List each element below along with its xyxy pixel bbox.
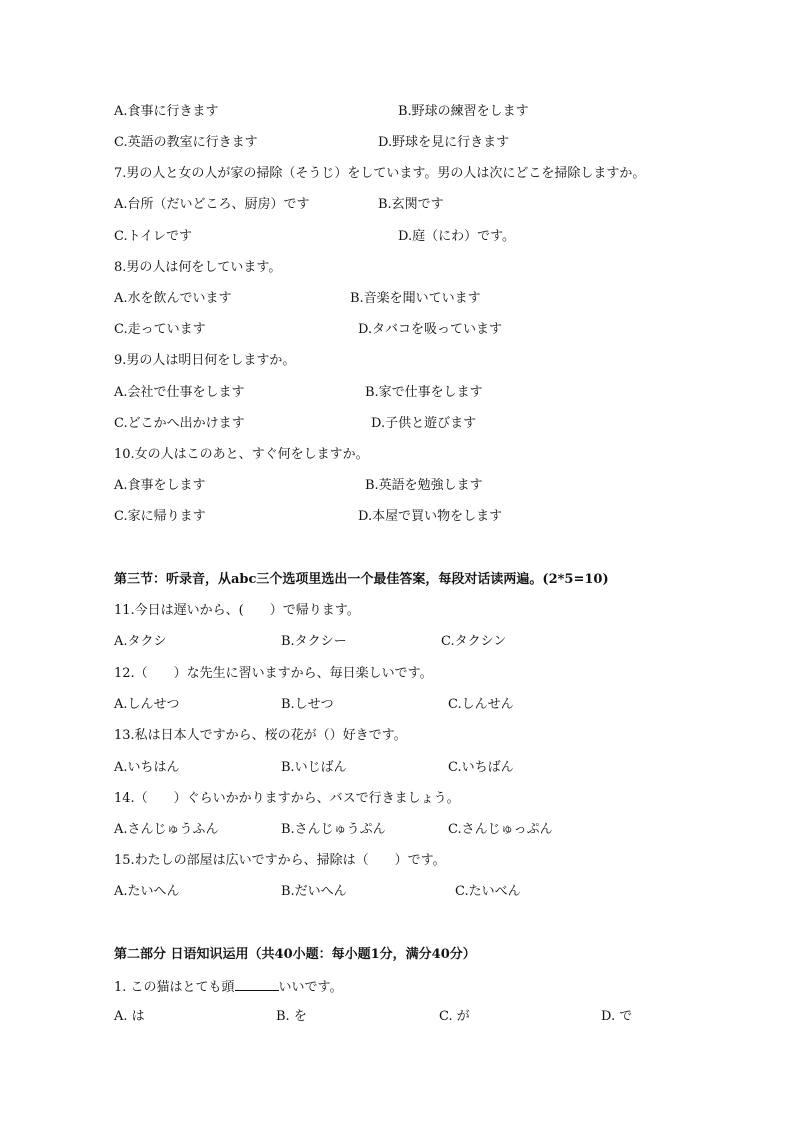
option-line: C.たいべん bbox=[455, 884, 521, 899]
question-line: 9.男の人は明日何をしますか。 bbox=[114, 353, 296, 368]
question-line: 10.女の人はこのあと、すぐ何をしますか。 bbox=[114, 447, 369, 462]
option-line: B.野球の練習をします bbox=[398, 104, 529, 119]
section-heading: 第二部分 日语知识运用（共40小题：每小题1分，满分40分） bbox=[114, 947, 476, 962]
option-line: D.野球を見に行きます bbox=[378, 135, 510, 150]
option-line: A.いちはん bbox=[114, 760, 180, 775]
option-line: A.水を飲んでいます bbox=[114, 291, 232, 306]
option-line: C.どこかへ出かけます bbox=[114, 416, 245, 431]
section-heading: 第三节：听录音，从abc三个选项里选出一个最佳答案，每段对话读两遍。(2*5=10) bbox=[114, 572, 609, 587]
question-line bbox=[114, 978, 343, 996]
option-line: A.台所（だいどころ、厨房）です bbox=[114, 197, 310, 212]
question-line: 8.男の人は何をしています。 bbox=[114, 260, 282, 275]
option-line: A.食事をします bbox=[114, 478, 206, 493]
option-line: A.しんせつ bbox=[114, 697, 180, 712]
option-line: C.走っています bbox=[114, 322, 206, 337]
answer-blank bbox=[235, 978, 279, 991]
question-line: 13.私は日本人ですから、桜の花が（）好きです。 bbox=[114, 728, 407, 743]
option-line: B.英語を勉強します bbox=[365, 478, 483, 493]
option-line: B.玄関です bbox=[378, 197, 444, 212]
option-line: B.音楽を聞いています bbox=[350, 291, 481, 306]
option-line: C.トイレです bbox=[114, 229, 192, 244]
option-line: A.さんじゅうふん bbox=[114, 822, 219, 837]
option-line: A.会社で仕事をします bbox=[114, 385, 245, 400]
question-line: 15.わたしの部屋は広いですから、掃除は（ ）です。 bbox=[114, 853, 446, 868]
option-line: A.たいへん bbox=[114, 884, 180, 899]
option-line: C.しんせん bbox=[448, 697, 514, 712]
option-line: C.さんじゅっぷん bbox=[448, 822, 553, 837]
option-line: B.さんじゅうぷん bbox=[281, 822, 386, 837]
option-line: A. は bbox=[114, 1009, 145, 1024]
option-line: D. で bbox=[601, 1009, 633, 1024]
option-line: B.だいへん bbox=[281, 884, 347, 899]
question-text: いいです。 bbox=[278, 980, 343, 995]
question-line: 14.（ ）ぐらいかかりますから、バスで行きましょう。 bbox=[114, 791, 460, 806]
option-line: B.タクシー bbox=[281, 634, 347, 649]
option-line: A.食事に行きます bbox=[114, 104, 219, 119]
option-line: D.子供と遊びます bbox=[371, 416, 477, 431]
option-line: C. が bbox=[439, 1009, 470, 1024]
option-line: B. を bbox=[276, 1009, 307, 1024]
option-line: D.庭（にわ）です。 bbox=[398, 229, 516, 244]
question-line: 12.（ ）な先生に習いますから、毎日楽しいです。 bbox=[114, 666, 433, 681]
option-line: C.家に帰ります bbox=[114, 509, 206, 524]
option-line: A.タクシ bbox=[114, 634, 167, 649]
option-line: C.タクシン bbox=[441, 634, 507, 649]
option-line: B.家で仕事をします bbox=[365, 385, 483, 400]
option-line: D.本屋で買い物をします bbox=[358, 509, 503, 524]
option-line: C.いちばん bbox=[448, 760, 514, 775]
question-line: 7.男の人と女の人が家の掃除（そうじ）をしています。男の人は次にどこを掃除しますか。 bbox=[114, 166, 646, 181]
option-line: B.いじばん bbox=[281, 760, 347, 775]
option-line: B.しせつ bbox=[281, 697, 334, 712]
question-text: 1. この猫はとても頭 bbox=[114, 980, 235, 995]
option-line: C.英語の教室に行きます bbox=[114, 135, 258, 150]
option-line: D.タバコを吸っています bbox=[358, 322, 502, 337]
question-line: 11.今日は遅いから、( ）で帰ります。 bbox=[114, 603, 360, 618]
